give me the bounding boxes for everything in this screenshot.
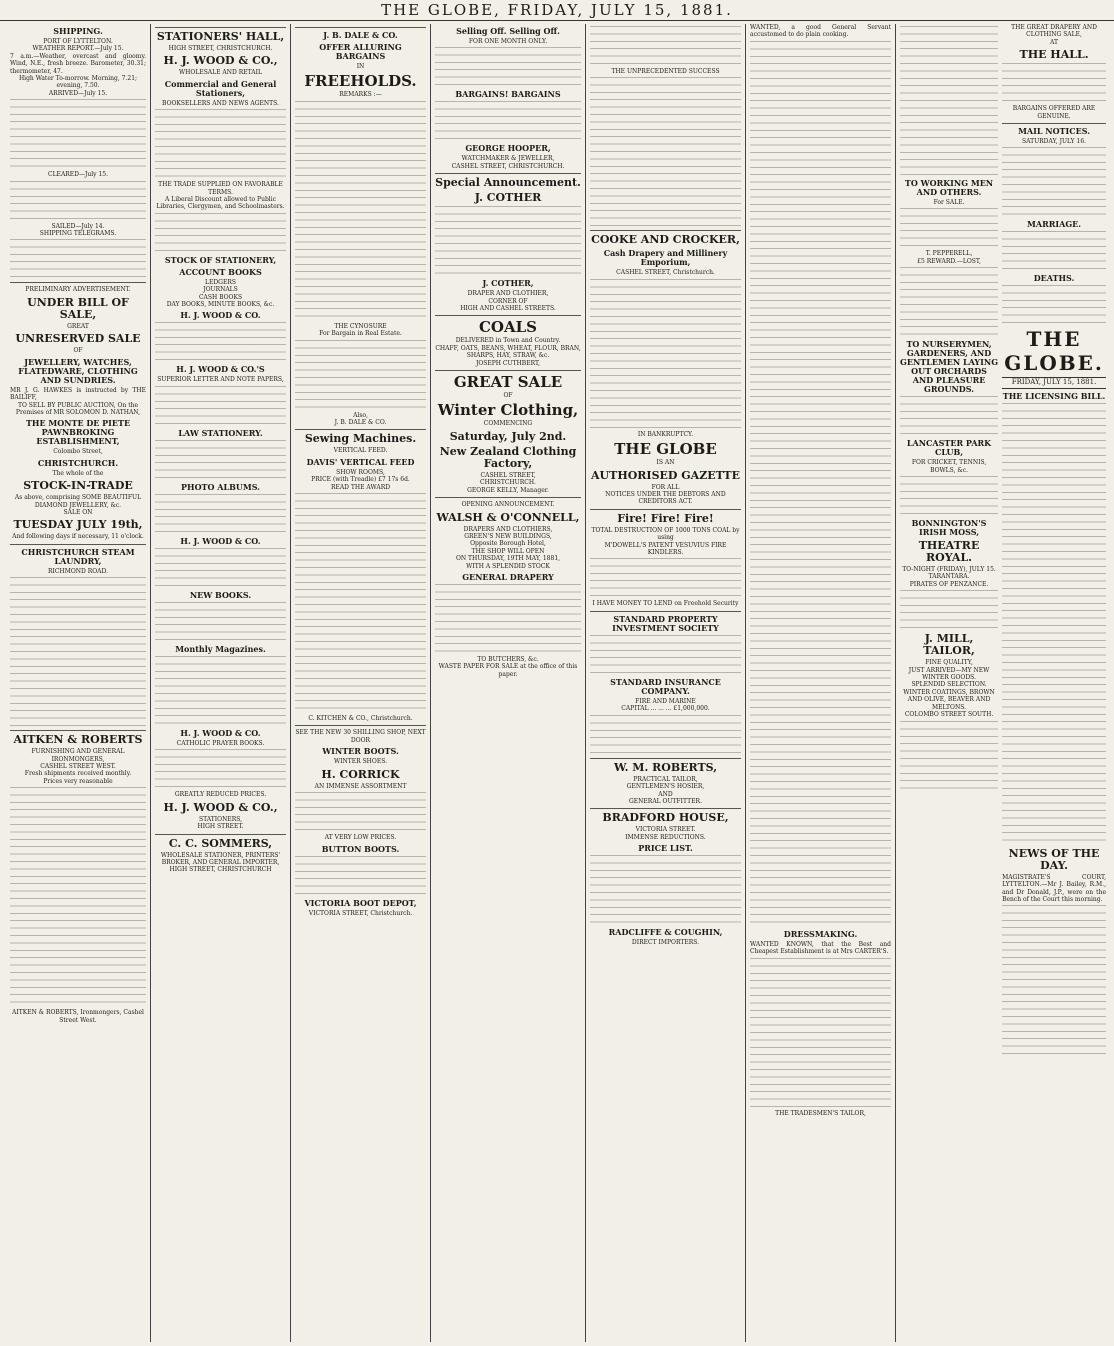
law-stationery-heading: LAW STATIONERY. — [178, 427, 263, 438]
nurserymen-heading: TO NURSERYMEN, GARDENERS, AND GENTLEMEN LAYING OUT ORCHARDS AND PLEASURE GROUNDS. — [900, 339, 999, 395]
pepperell-label: T. PEPPERELL, — [925, 250, 973, 258]
dressmaking-text: WANTED KNOWN, that the Best and Cheapest Establishment is at Mrs CARTER'S. — [750, 940, 891, 956]
bradford-heading: BRADFORD HOUSE, — [602, 811, 729, 825]
tradesmen-label: THE TRADESMEN'S TAILOR, — [775, 1109, 866, 1117]
mill-text — [900, 721, 998, 791]
monte-heading: THE MONTE DE PIETE PAWNBROKING ESTABLISHMENT, — [25, 418, 131, 447]
mill-heading: J. MILL, TAILOR, — [923, 632, 975, 658]
gazette-heading: AUTHORISED GAZETTE — [591, 468, 740, 482]
bankruptcy-label: IN BANKRUPTCY. — [637, 430, 694, 438]
arrived-heading: ARRIVED—July 15. — [48, 89, 108, 97]
button-boots-heading: BUTTON BOOTS. — [321, 843, 400, 854]
journals-label: JOURNALS — [203, 286, 238, 294]
sailed-heading: SAILED—July 14. — [51, 222, 105, 230]
victoria-heading: VICTORIA BOOT DEPOT, — [304, 897, 417, 908]
hjwood-heading-4: H. J. WOOD & CO. — [180, 535, 261, 546]
lancaster-text — [900, 476, 998, 516]
column-7 — [896, 24, 1110, 1342]
tonight-label: TO-NIGHT (FRIDAY), JULY 15. — [902, 566, 996, 574]
new-books-text — [155, 602, 286, 642]
photo-albums-heading: PHOTO ALBUMS. — [181, 481, 260, 492]
outfitter-label: GENERAL OUTFITTER. — [629, 797, 702, 805]
corner-label: CORNER OF — [488, 297, 528, 305]
standard-heading: STANDARD PROPERTY INVESTMENT SOCIETY — [612, 613, 719, 633]
news-text — [1002, 905, 1106, 1055]
prices-label: Prices very reasonable — [43, 777, 113, 785]
high-street-label-2: HIGH STREET. — [197, 823, 244, 831]
colombo-label: Colombo Street, — [53, 448, 103, 456]
sommers-label: WHOLESALE STATIONER, PRINTERS' BROKER, AND GENERAL IMPORTER, — [160, 851, 281, 866]
splendid-label: WITH A SPLENDID STOCK — [466, 562, 550, 570]
wanted-ads-4 — [750, 707, 891, 927]
reductions-label: IMMENSE REDUCTIONS. — [625, 833, 706, 841]
news-heading: NEWS OF THE DAY. — [1008, 846, 1100, 872]
radcliffe-heading: RADCLIFFE & COUGHIN, — [608, 927, 723, 938]
nz-clothing-heading: New Zealand Clothing Factory, — [439, 444, 577, 470]
photo-text — [155, 494, 286, 534]
whole-label: The whole of the — [52, 469, 104, 477]
notices-label: NOTICES UNDER THE DEBTORS AND CREDITORS ACT. — [605, 491, 726, 506]
direct-label: DIRECT IMPORTERS. — [631, 939, 700, 947]
winter-boots-heading: WINTER BOOTS. — [322, 746, 399, 757]
standard-ins-heading: STANDARD INSURANCE COMPANY. — [610, 676, 721, 696]
just-arrived-label: JUST ARRIVED—MY NEW WINTER GOODS. — [908, 666, 990, 682]
total-label: TOTAL DESTRUCTION OF 1000 TONS COAL by using — [591, 526, 740, 542]
column-4 — [431, 24, 586, 1342]
booksellers-label: BOOKSELLERS AND NEWS AGENTS. — [162, 99, 279, 107]
emporium-heading: Cash Drapery and Millinery Emporium, — [603, 248, 728, 268]
monthly-text — [155, 656, 286, 726]
column-1 — [6, 24, 151, 1342]
column-3 — [291, 24, 431, 1342]
roberts-heading: W. M. ROBERTS, — [613, 760, 718, 774]
tarantara-label: TARANTARA. — [928, 573, 970, 581]
following-text: And following days if necessary, 11 o'clock. — [12, 533, 144, 541]
stationers-text-2 — [155, 213, 286, 253]
fine-quality-label: FINE QUALITY, — [925, 659, 973, 667]
licensing-text-2 — [1002, 625, 1106, 845]
dale-signature: J. B. DALE & CO. — [334, 419, 387, 427]
day-books-label: DAY BOOKS, MINUTE BOOKS, &c. — [166, 301, 275, 309]
aitken-text — [10, 787, 146, 1007]
lancaster-heading: LANCASTER PARK CLUB, — [906, 438, 992, 458]
coals-heading: COALS — [478, 318, 538, 337]
cash-books-label: CASH BOOKS — [198, 293, 243, 301]
boots-text — [295, 792, 426, 832]
kelly-signature: GEORGE KELLY, Manager. — [467, 486, 549, 494]
shipping-heading: SHIPPING. — [53, 26, 103, 36]
colombo-south-label: COLOMBO STREET SOUTH. — [904, 711, 994, 719]
law-text — [155, 440, 286, 480]
victoria-address: VICTORIA STREET, Christchurch. — [308, 909, 413, 917]
column-6 — [746, 24, 896, 1342]
wanted-ads-3 — [750, 485, 891, 705]
pirates-label: PIRATES OF PENZANCE. — [909, 580, 989, 588]
of-label-2: OF — [503, 392, 513, 400]
working-men-heading: TO WORKING MEN AND OTHERS. — [904, 178, 994, 197]
high-street-label: HIGH STREET, CHRISTCHURCH. — [168, 45, 273, 52]
boots-header: SEE THE NEW 30 SHILLING SHOP, NEXT DOOR — [295, 729, 426, 744]
stationers-text — [155, 109, 286, 179]
christchurch-label: CHRISTCHURCH. — [37, 457, 119, 468]
vertical-label: VERTICAL FEED. — [333, 447, 388, 455]
victoria-street-label: VICTORIA STREET. — [635, 826, 696, 834]
practical-label: PRACTICAL TAILOR, — [633, 775, 698, 783]
stationers-hall-heading: STATIONERS' HALL, — [156, 30, 285, 43]
davis-heading: DAVIS' VERTICAL FEED — [306, 456, 415, 467]
fire-heading: Fire! Fire! Fire! — [617, 511, 714, 525]
hjwood-heading: H. J. WOOD & CO., — [163, 54, 278, 68]
sommers-heading: C. C. SOMMERS, — [168, 836, 273, 850]
vesuvius-label: M'DOWELL'S PATENT VESUVIUS FIRE KINDLERS. — [604, 541, 727, 557]
great-sale-heading: GREAT SALE — [453, 373, 563, 392]
one-month-label: FOR ONE MONTH ONLY. — [468, 38, 548, 45]
marriage-heading: MARRIAGE. — [1027, 219, 1082, 230]
wanted-ads-2 — [750, 263, 891, 483]
deaths-text — [1002, 285, 1106, 325]
winter-clothing-heading: Winter Clothing, — [437, 401, 579, 420]
at-label: AT — [1050, 38, 1059, 46]
the-hall-heading: THE HALL. — [1019, 48, 1089, 62]
great-drapery-label: THE GREAT DRAPERY AND CLOTHING SALE, — [1011, 24, 1097, 39]
bargains-text — [435, 101, 581, 141]
mail-date: SATURDAY, JULY 16. — [1021, 138, 1087, 146]
hooper-address: CASHEL STREET, CHRISTCHURCH. — [451, 162, 565, 170]
cynosure-text — [295, 340, 426, 410]
showrooms-label: SHOW ROOMS, — [336, 468, 385, 476]
mail-text — [1002, 147, 1106, 217]
cleared-heading: CLEARED—July 15. — [47, 171, 109, 179]
hjwood-text-4 — [155, 548, 286, 588]
stock-stationery-heading: STOCK OF STATIONERY, — [164, 254, 277, 265]
for-sale-text — [900, 208, 998, 248]
telegrams-text — [10, 239, 146, 279]
selling-off-heading: Selling Off. Selling Off. — [456, 26, 560, 36]
monthly-heading: Monthly Magazines. — [175, 643, 266, 654]
stationers-label: STATIONERS, — [198, 815, 243, 823]
draper-label: DRAPER AND CLOTHIER, — [467, 290, 549, 298]
freeholds-text — [295, 101, 426, 321]
cother-signature: J. COTHER, — [482, 278, 534, 289]
aitken-heading: AITKEN & ROBERTS — [13, 733, 143, 747]
cother-heading: J. COTHER — [474, 191, 542, 205]
wanted-ads-5 — [750, 958, 891, 1108]
winter-shoes-label: WINTER SHOES. — [333, 758, 388, 766]
delivered-label: DELIVERED in Town and Country. — [455, 337, 561, 345]
tuesday-heading: TUESDAY JULY 19th, — [13, 518, 143, 532]
column-2 — [151, 24, 291, 1342]
watchmaker-label: WATCHMAKER & JEWELLER, — [461, 155, 555, 163]
dressmaking-heading: DRESSMAKING. — [783, 928, 858, 939]
button-boots-text — [295, 856, 426, 896]
ledgers-label: LEDGERS — [205, 278, 236, 286]
licensing-text — [1002, 403, 1106, 623]
hooper-heading: GEORGE HOOPER, — [465, 143, 551, 154]
liberal-label: A Liberal Discount allowed to Public Libraries, Clergymen, and Schoolmasters. — [156, 196, 285, 211]
cuthbert-signature: JOSEPH CUTHBERT, — [475, 359, 541, 367]
globe-flag: THE GLOBE. — [1004, 327, 1104, 376]
capital-label: CAPITAL ... ... ... £1,000,000. — [621, 705, 710, 713]
hawkes-text: MR J. G. HAWKES is instructed by THE BAILIFF, — [10, 386, 146, 402]
borough-label: Opposite Borough Hotel, — [470, 540, 546, 548]
cleared-text — [10, 181, 146, 221]
nurserymen-text — [900, 396, 998, 436]
wind-report: 7 a.m.—Weather, overcast and gloomy. Wind, N.E., fresh breeze. Barometer, 30.31; thermometer, 47. — [10, 52, 146, 75]
winter-coatings-label: WINTER COATINGS, BROWN AND OLIVE, BEAVER AND MELTONS. — [903, 688, 995, 711]
superior-text — [155, 386, 286, 426]
greens-label: GREEN'S NEW BUILDINGS, — [464, 532, 552, 540]
cooke-address: CASHEL STREET, Christchurch. — [616, 269, 715, 277]
catholic-label: CATHOLIC PRAYER BOOKS. — [176, 739, 265, 747]
theatre-text — [900, 590, 998, 630]
richmond-label: RICHMOND ROAD. — [47, 567, 108, 575]
hjwood-text-2 — [155, 322, 286, 362]
of-label: OF — [73, 347, 83, 355]
price-label: PRICE (with Treadle) £7 17s 6d. — [311, 476, 410, 484]
money-label: I HAVE MONEY TO LEND on Freehold Security — [592, 600, 739, 608]
genuine-label: BARGAINS OFFERED ARE GENUINE. — [1012, 105, 1096, 120]
hall-text — [1002, 63, 1106, 103]
hjwood-heading-6: H. J. WOOD & CO., — [163, 800, 278, 814]
for-all-label: FOR ALL — [651, 483, 680, 491]
cricket-label: FOR CRICKET, TENNIS, BOWLS, &c. — [911, 459, 987, 474]
comprising-text: As above, comprising SOME BEAUTIFUL DIAMOND JEWELLERY, &c. — [14, 494, 142, 509]
standard-text — [590, 635, 741, 675]
immense-label: AN IMMENSE ASSORTMENT — [314, 782, 407, 790]
notices-left-mid — [900, 267, 998, 337]
tide-report: High Water To-morrow. Morning, 7.21; evening, 7.50. — [18, 75, 138, 90]
cashel-label: CASHEL STREET WEST. — [40, 762, 116, 770]
reward-label: £5 REWARD.—LOST, — [917, 257, 981, 265]
wanted-ads — [750, 41, 891, 261]
sewing-heading: Sewing Machines. — [304, 432, 417, 446]
bonnington-heading: BONNINGTON'S IRISH MOSS, — [911, 518, 987, 538]
laundry-text — [10, 577, 146, 727]
christchurch-label-2: CHRISTCHURCH. — [480, 479, 536, 487]
deaths-heading: DEATHS. — [1033, 273, 1075, 284]
telegrams-heading: SHIPPING TELEGRAMS. — [39, 230, 117, 238]
dale-heading: J. B. DALE & CO. — [323, 30, 398, 40]
remarks-label: REMARKS :— — [339, 91, 382, 99]
price-list-heading: PRICE LIST. — [638, 843, 693, 854]
cooke-text — [590, 279, 741, 429]
stock-heading: STOCK-IN-TRADE — [23, 479, 133, 493]
chaff-label: CHAFF, OATS, BEANS, WHEAT, FLOUR, BRAN, SHARPS, HAY, STRAW, &c. — [435, 344, 581, 360]
magistrate-text: MAGISTRATE'S COURT, LYTTELTON.—Mr J. Bailey, R.M., and Dr Donald, J.P., were on the Bench of the Court this morning. — [1002, 873, 1106, 904]
kitchen-signature: C. KITCHEN & CO., Christchurch. — [308, 715, 413, 723]
for-sale-label: For SALE. — [933, 199, 965, 206]
jewellery-heading: JEWELLERY, WATCHES, FLATEDWARE, CLOTHING AND SUNDRIES. — [18, 356, 138, 385]
catholic-text — [155, 749, 286, 789]
gentlemen-label: GENTLEMEN'S HOSIER, — [626, 783, 705, 791]
selling-text — [435, 47, 581, 87]
cooke-heading: COOKE AND CROCKER, — [591, 233, 740, 247]
marriage-text — [1002, 231, 1106, 271]
notices-left-top — [900, 26, 998, 176]
sale-on-label: SALE ON — [63, 508, 93, 516]
commercial-heading: Commercial and General Stationers, — [164, 78, 277, 98]
fresh-label: Fresh shipments received monthly. — [24, 770, 132, 778]
read-award-label: READ THE AWARD — [330, 483, 391, 491]
waste-paper-label: WASTE PAPER FOR SALE at the office of this paper. — [438, 663, 578, 678]
masthead: THE GLOBE, FRIDAY, JULY 15, 1881. — [0, 0, 1114, 21]
column-5 — [586, 24, 746, 1342]
cother-address: HIGH AND CASHEL STREETS. — [460, 305, 556, 313]
port-heading: PORT OF LYTTELTON. — [43, 38, 113, 45]
prelim-heading: PRELIMINARY ADVERTISEMENT. — [25, 286, 131, 294]
walsh-heading: WALSH & O'CONNELL, — [436, 510, 580, 524]
newspaper-page — [6, 24, 1110, 1342]
new-books-heading: NEW BOOKS. — [189, 589, 252, 600]
arrivals-text — [10, 99, 146, 169]
dateline: FRIDAY, JULY 15, 1881. — [1002, 377, 1106, 388]
bargain-label: For Bargain in Real Estate. — [319, 330, 402, 338]
mail-heading: MAIL NOTICES. — [1018, 126, 1090, 137]
sewing-text — [295, 493, 426, 713]
licensing-heading: THE LICENSING BILL. — [1002, 390, 1106, 401]
offer-heading: OFFER ALLURING BARGAINS — [319, 42, 402, 61]
ironmongers-label: FURNISHING AND GENERAL IRONMONGERS, — [31, 748, 125, 763]
great-label: GREAT — [67, 322, 89, 330]
splendid-selection-label: SPLENDID SELECTION. — [911, 681, 987, 689]
is-an-label: IS AN — [656, 459, 675, 467]
sommers-address: HIGH STREET, CHRISTCHURCH — [169, 866, 272, 874]
price-list-text — [590, 855, 741, 925]
bargains-heading: BARGAINS! BARGAINS — [455, 89, 561, 100]
hjwood-heading-3: H. J. WOOD & CO.'S — [176, 364, 265, 375]
walsh-text — [435, 584, 581, 654]
trade-label: THE TRADE SUPPLIED ON FAVORABLE TERMS. — [158, 181, 283, 196]
hjwood-heading-5: H. J. WOOD & CO. — [180, 727, 261, 738]
commencing-label: COMMENCING — [483, 420, 533, 428]
laundry-heading: CHRISTCHURCH STEAM LAUNDRY, — [21, 546, 135, 566]
also-label: Also, — [353, 411, 368, 419]
saturday-heading: Saturday, July 2nd. — [449, 429, 567, 443]
cynosure-label: THE CYNOSURE — [334, 322, 387, 330]
greatly-label: GREATLY REDUCED PRICES. — [174, 791, 267, 799]
butchers-label: TO BUTCHERS, &c. — [477, 655, 539, 663]
to-sell-text: TO SELL BY PUBLIC AUCTION, On the Premises of MR SOLOMON D. NATHAN, — [15, 401, 141, 416]
the-globe-heading: THE GLOBE — [614, 440, 717, 459]
bill-of-sale-heading: UNDER BILL OF SALE, — [27, 295, 129, 321]
superior-label: SUPERIOR LETTER AND NOTE PAPERS, — [157, 376, 284, 384]
unreserved-sale-heading: UNRESERVED SALE — [15, 332, 141, 346]
account-books-heading: ACCOUNT BOOKS — [179, 266, 262, 277]
insurance-text — [590, 715, 741, 755]
opening-label: OPENING ANNOUNCEMENT. — [461, 501, 555, 509]
and-label: AND — [658, 790, 673, 798]
thursday-label: ON THURSDAY, 19TH MAY, 1881, — [455, 555, 561, 563]
fire-marine-label: FIRE AND MARINE — [635, 697, 696, 705]
aitken-signature: AITKEN & ROBERTS, Ironmongers, Cashel Street West. — [12, 1009, 144, 1024]
low-prices-label: AT VERY LOW PRICES. — [324, 834, 397, 842]
cashel-label-2: CASHEL STREET, — [480, 471, 536, 479]
fire-text — [590, 558, 741, 598]
unprecedented-text — [590, 77, 741, 227]
in-label: IN — [356, 63, 365, 70]
hjwood-heading-2: H. J. WOOD & CO. — [180, 310, 261, 321]
special-announcement-heading: Special Announcement. — [435, 176, 581, 190]
drapery-heading: GENERAL DRAPERY — [462, 571, 554, 582]
wholesale-label: WHOLESALE AND RETAIL — [179, 69, 262, 77]
theatre-heading: THEATRE ROYAL. — [918, 539, 980, 565]
corrick-heading: H. CORRICK — [321, 767, 400, 781]
drapers-label: DRAPERS AND CLOTHIERS, — [463, 525, 553, 533]
freeholds-heading: FREEHOLDS. — [304, 72, 417, 91]
will-open-label: THE SHOP WILL OPEN — [471, 547, 545, 555]
weather-report: WEATHER REPORT.—July 15. — [32, 45, 124, 53]
unprecedented-text-1 — [590, 26, 741, 66]
unprecedented-label: THE UNPRECEDENTED SUCCESS — [611, 68, 720, 75]
wanted-text: WANTED, a good General Servant accustomed to do plain cooking. — [750, 24, 891, 39]
cother-text — [435, 206, 581, 276]
